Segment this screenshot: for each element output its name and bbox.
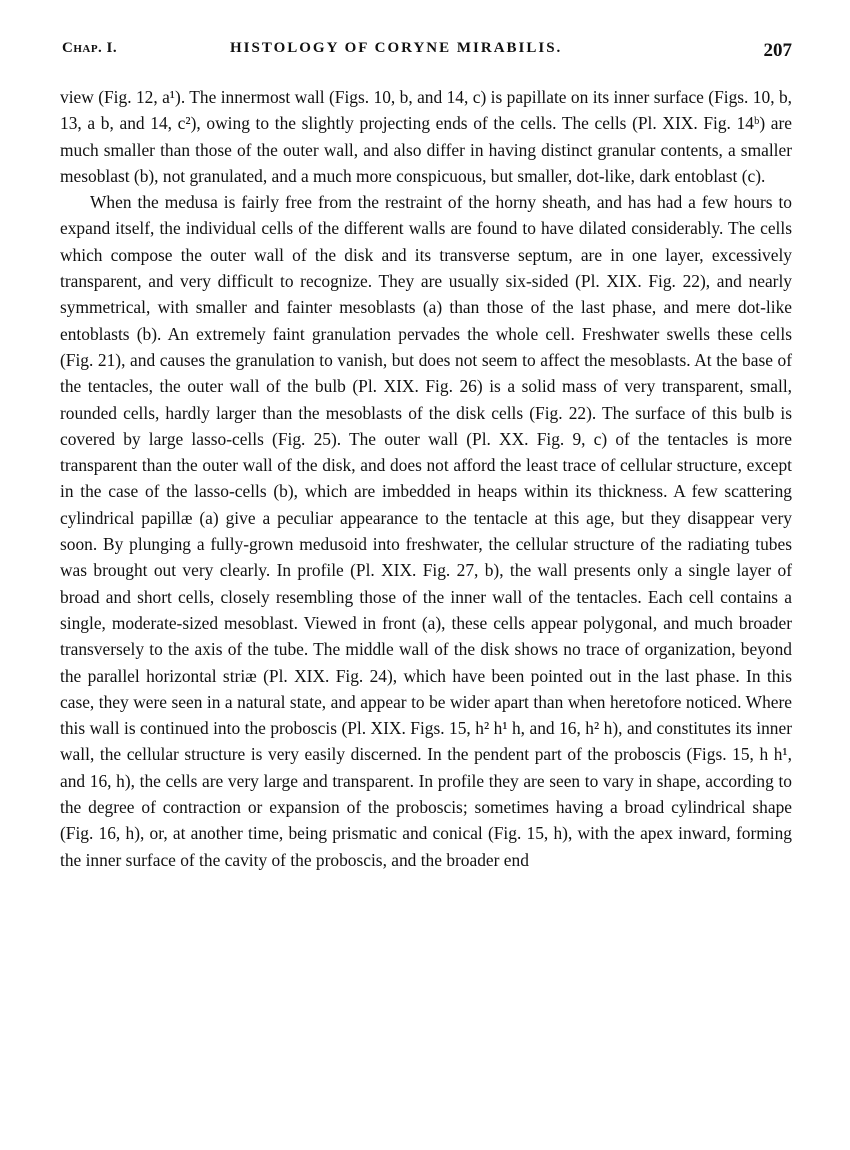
running-header (62, 38, 792, 68)
chapter-label: Chap. I. (62, 40, 118, 56)
body-text (60, 84, 792, 873)
paragraph-medusa-cells: When the medusa is fairly free from the restraint of the horny sheath, and has had a few hours to expand itself, the individual cells of the different walls are found to have dilated considerably. The cells which compose the outer wall of the disk and its transverse septum, are in one layer, excessively transparent, and very difficult to recognize. They are usually six-sided (Pl. XIX. Fig. 22), and nearly symmetrical, with smaller and fainter mesoblasts (a) than those of the last phase, and mere dot-like entoblasts (b). An extremely faint granulation pervades the whole cell. Freshwater swells these cells (Fig. 21), and causes the granulation to vanish, but does not seem to affect the mesoblasts. At the base of the tentacles, the outer wall of the bulb (Pl. XIX. Fig. 26) is a solid mass of very transparent, small, rounded cells, hardly larger than the mesoblasts of the disk cells (Fig. 22). The surface of this bulb is covered by large lasso-cells (Fig. 25). The outer wall (Pl. XX. Fig. 9, c) of the tentacles is more transparent than the outer wall of the disk, and does not afford the least trace of cellular structure, except in the case of the lasso-cells (b), which are imbedded in heaps within its thickness. A few scattering cylindrical papillæ (a) give a peculiar appearance to the tentacle at this age, but they disappear very soon. By plunging a fully-grown medusoid into freshwater, the cellular structure of the radiating tubes was brought out very clearly. In profile (Pl. XIX. Fig. 27, b), the wall presents only a single layer of broad and short cells, closely resembling those of the inner wall of the tentacles. Each cell contains a single, moderate-sized mesoblast. Viewed in front (a), these cells appear polygonal, and much broader transversely to the axis of the tube. The middle wall of the disk shows no trace of organization, beyond the parallel horizontal striæ (Pl. XIX. Fig. 24), which have been pointed out in the last phase. In this case, they were seen in a natural state, and appear to be wider apart than when heretofore noticed. Where this wall is continued into the proboscis (Pl. XIX. Figs. 15, h² h¹ h, and 16, h² h), and constitutes its inner wall, the cellular structure is very easily discerned. In the pendent part of the proboscis (Figs. 15, h h¹, and 16, h), the cells are very large and transparent. In profile they are seen to vary in shape, according to the degree of contraction or expansion of the proboscis; sometimes having a broad cylindrical shape (Fig. 16, h), or, at another time, being prismatic and conical (Fig. 15, h), with the apex inward, forming the inner surface of the cavity of the proboscis, and the broader end (60, 192, 792, 870)
paragraph-continuation: view (Fig. 12, a¹). The innermost wall (Figs. 10, b, and 14, c) is papillate on its inner surface (Figs. 10, b, 13, a b, and 14, c²), owing to the slightly projecting ends of the cells. The cells (Pl. XIX. Fig. 14ᵇ) are much smaller than those of the outer wall, and also differ in having distinct granular contents, a smaller mesoblast (b), not granulated, and a much more conspicuous, but smaller, dot-like, dark entoblast (c). (60, 87, 792, 186)
page-number: 207 (763, 40, 792, 61)
running-title: HISTOLOGY OF CORYNE MIRABILIS. (230, 40, 563, 56)
